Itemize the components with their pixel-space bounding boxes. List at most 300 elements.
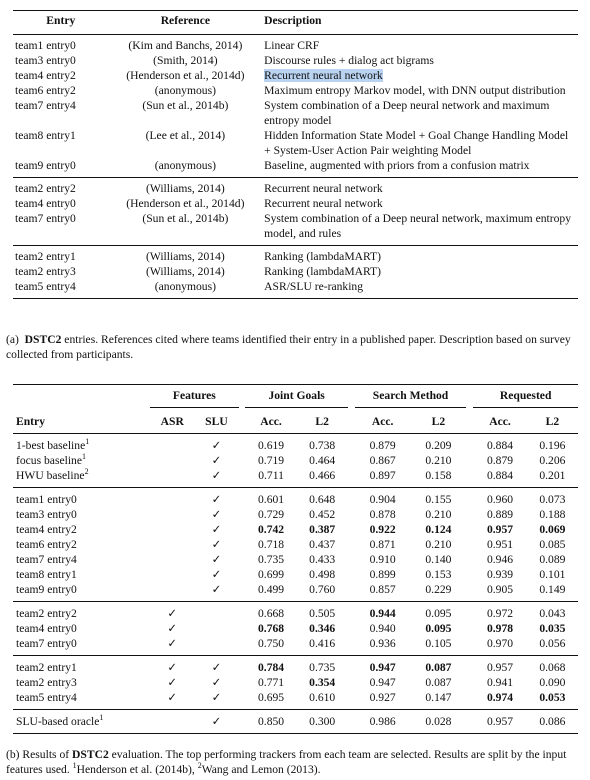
search-method-acc-cell: 0.899 <box>369 568 396 581</box>
reference-cell: (Williams, 2014) <box>145 265 225 278</box>
joint-goals-acc-cell: 0.850 <box>258 715 285 728</box>
table-row <box>13 522 578 537</box>
slu-cell <box>194 636 238 656</box>
search-method-l2-cell: 0.028 <box>425 715 452 728</box>
entry-name: team2 entry1 <box>16 661 77 674</box>
requested-acc-cell: 0.960 <box>486 493 514 506</box>
caption-b-ref1: Henderson et al. (2014b), <box>76 763 198 776</box>
search-method-l2-cell: 0.209 <box>425 439 452 452</box>
description-text: Baseline, augmented with priors from a confusion matrix <box>264 159 530 172</box>
description-text: System combination of a Deep neural network and maximum entropy model <box>264 99 550 127</box>
requested-l2-cell: 0.073 <box>539 493 566 506</box>
group-header-requested: Requested <box>473 385 578 408</box>
requested-acc-cell: 0.972 <box>486 607 514 620</box>
entry-footnote: 1 <box>99 713 104 723</box>
search-method-l2-cell: 0.155 <box>425 493 452 506</box>
requested-acc-cell: 0.884 <box>486 439 514 452</box>
joint-goals-acc-cell: 0.695 <box>258 691 285 704</box>
asr-cell <box>150 522 194 537</box>
column-header-description: Description <box>264 14 322 27</box>
description-cell <box>262 264 578 279</box>
joint-goals-l2-cell: 0.300 <box>309 715 336 728</box>
requested-l2-cell: 0.089 <box>539 553 566 566</box>
description-cell <box>262 246 578 265</box>
entry-name: team4 entry2 <box>16 523 77 536</box>
table-row <box>13 602 578 622</box>
column-header-entry: Entry <box>46 14 76 27</box>
joint-goals-acc-cell: 0.711 <box>258 469 284 482</box>
check-icon: ✓ <box>211 469 222 482</box>
reference-cell: (anonymous) <box>154 159 216 172</box>
entry-name: team7 entry0 <box>16 637 77 650</box>
slu-cell <box>194 690 238 710</box>
check-icon: ✓ <box>211 676 222 689</box>
requested-acc-cell: 0.974 <box>486 691 514 704</box>
description-cell <box>262 158 578 178</box>
caption-a-bold: DSTC2 <box>24 333 62 346</box>
description-cell <box>262 68 578 83</box>
entry-cell: team6 entry2 <box>15 84 76 97</box>
search-method-acc-cell: 0.936 <box>369 637 396 650</box>
slu-cell <box>194 537 238 552</box>
requested-acc-cell: 0.957 <box>486 523 514 536</box>
search-method-acc-cell: 0.986 <box>369 715 396 728</box>
table-row <box>13 636 578 656</box>
search-method-l2-cell: 0.095 <box>425 607 452 620</box>
entry-name: team3 entry0 <box>16 508 77 521</box>
requested-l2-cell: 0.196 <box>539 439 566 452</box>
asr-cell <box>150 675 194 690</box>
table-row <box>13 488 578 508</box>
entry-cell <box>13 636 150 656</box>
table-row <box>13 552 578 567</box>
requested-acc-cell: 0.941 <box>486 676 514 689</box>
table-row <box>13 690 578 710</box>
slu-cell <box>194 488 238 508</box>
entry-name: team1 entry0 <box>16 493 77 506</box>
reference-cell: (Henderson et al., 2014d) <box>126 69 245 82</box>
description-cell <box>262 53 578 68</box>
search-method-l2-cell: 0.095 <box>425 622 452 635</box>
caption-b-ref2: Wang and Lemon (2013). <box>201 763 321 776</box>
search-method-acc-cell: 0.857 <box>369 583 396 596</box>
description-text: Recurrent neural network <box>264 69 383 82</box>
reference-cell: (Smith, 2014) <box>153 54 218 67</box>
entry-name: focus baseline <box>16 454 82 467</box>
description-text: Maximum entropy Markov model, with DNN output distribution <box>264 84 566 97</box>
requested-l2-cell: 0.086 <box>539 715 566 728</box>
entry-name: HWU baseline <box>16 469 85 482</box>
slu-cell <box>194 675 238 690</box>
group-header-joint-goals: Joint Goals <box>245 385 347 408</box>
entry-cell <box>13 522 150 537</box>
entry-name: team2 entry3 <box>16 676 77 689</box>
search-method-l2-cell: 0.124 <box>425 523 452 536</box>
reference-cell: (Henderson et al., 2014d) <box>126 197 245 210</box>
entry-name: team8 entry1 <box>16 568 77 581</box>
search-method-l2-cell: 0.158 <box>425 469 452 482</box>
entry-cell <box>13 656 150 676</box>
table-row <box>13 567 578 582</box>
asr-cell <box>150 621 194 636</box>
search-method-l2-cell: 0.105 <box>425 637 452 650</box>
entries-table <box>13 10 578 299</box>
check-icon: ✓ <box>167 661 178 674</box>
column-header-asr: ASR <box>160 415 184 428</box>
asr-cell <box>150 434 194 454</box>
joint-goals-l2-cell: 0.416 <box>309 637 336 650</box>
requested-acc-cell: 0.939 <box>486 568 514 581</box>
joint-goals-acc-cell: 0.771 <box>258 676 285 689</box>
search-method-acc-cell: 0.910 <box>369 553 396 566</box>
entry-cell <box>13 488 150 508</box>
check-icon: ✓ <box>211 715 222 728</box>
slu-cell <box>194 522 238 537</box>
reference-cell: (Williams, 2014) <box>145 182 225 195</box>
joint-goals-acc-cell: 0.735 <box>258 553 285 566</box>
requested-l2-cell: 0.068 <box>539 661 566 674</box>
description-cell <box>262 211 578 246</box>
search-method-l2-cell: 0.210 <box>425 508 452 521</box>
entry-name: SLU-based oracle <box>16 715 100 728</box>
entry-name: team2 entry2 <box>16 607 77 620</box>
check-icon: ✓ <box>211 568 222 581</box>
search-method-acc-cell: 0.947 <box>369 661 396 674</box>
slu-cell <box>194 582 238 602</box>
asr-cell <box>150 507 194 522</box>
joint-goals-l2-cell: 0.466 <box>309 469 336 482</box>
asr-cell <box>150 453 194 468</box>
joint-goals-acc-cell: 0.750 <box>258 637 285 650</box>
reference-cell: (Sun et al., 2014b) <box>142 99 229 112</box>
entry-cell <box>13 675 150 690</box>
entry-footnote: 1 <box>85 437 90 447</box>
entry-name: team4 entry0 <box>16 622 77 635</box>
requested-acc-cell: 0.879 <box>486 454 514 467</box>
entry-cell <box>13 582 150 602</box>
entry-name: team7 entry4 <box>16 553 77 566</box>
table-row <box>13 211 578 246</box>
requested-acc-cell: 0.946 <box>486 553 514 566</box>
column-header-slu: SLU <box>205 415 228 428</box>
description-text: Recurrent neural network <box>264 197 383 210</box>
joint-goals-l2-cell: 0.648 <box>309 493 336 506</box>
slu-cell <box>194 710 238 734</box>
caption-b-prefix: (b) Results of <box>6 748 70 761</box>
asr-cell <box>150 656 194 676</box>
requested-l2-cell: 0.085 <box>539 538 566 551</box>
search-method-l2-cell: 0.087 <box>425 661 452 674</box>
entry-cell: team4 entry0 <box>15 197 76 210</box>
table-row <box>13 53 578 68</box>
column-header-joint-acc: Acc. <box>260 415 282 428</box>
slu-cell <box>194 621 238 636</box>
reference-cell: (Kim and Banchs, 2014) <box>128 39 243 52</box>
joint-goals-l2-cell: 0.498 <box>309 568 336 581</box>
entry-cell <box>13 621 150 636</box>
slu-cell <box>194 434 238 454</box>
column-header-entry-b: Entry <box>16 414 45 428</box>
entries-table-body <box>13 35 578 299</box>
joint-goals-acc-cell: 0.668 <box>258 607 285 620</box>
search-method-acc-cell: 0.947 <box>369 676 396 689</box>
joint-goals-acc-cell: 0.768 <box>258 622 285 635</box>
joint-goals-l2-cell: 0.387 <box>309 523 336 536</box>
table-row <box>13 582 578 602</box>
table-row <box>13 35 578 54</box>
table-row <box>13 158 578 178</box>
entry-name: team6 entry2 <box>16 538 77 551</box>
table-row <box>13 98 578 128</box>
entry-cell: team2 entry1 <box>15 250 76 263</box>
joint-goals-l2-cell: 0.738 <box>309 439 336 452</box>
slu-cell <box>194 507 238 522</box>
description-text: Recurrent neural network <box>264 182 383 195</box>
description-text: Hidden Information State Model + Goal Change Handling Model + System-User Action Pair weighting Model <box>264 129 569 157</box>
requested-acc-cell: 0.957 <box>486 715 514 728</box>
slu-cell <box>194 567 238 582</box>
search-method-acc-cell: 0.940 <box>369 622 396 635</box>
search-method-l2-cell: 0.153 <box>425 568 452 581</box>
check-icon: ✓ <box>211 661 222 674</box>
description-cell <box>262 128 578 158</box>
joint-goals-acc-cell: 0.699 <box>258 568 285 581</box>
entry-cell <box>13 602 150 622</box>
reference-cell: (Lee et al., 2014) <box>145 129 226 142</box>
search-method-acc-cell: 0.897 <box>369 469 396 482</box>
entry-cell <box>13 537 150 552</box>
requested-l2-cell: 0.069 <box>539 523 566 536</box>
requested-acc-cell: 0.978 <box>486 622 514 635</box>
joint-goals-l2-cell: 0.452 <box>309 508 336 521</box>
table-row <box>13 128 578 158</box>
description-text: Discourse rules + dialog act bigrams <box>264 54 434 67</box>
requested-l2-cell: 0.206 <box>539 454 566 467</box>
slu-cell <box>194 602 238 622</box>
search-method-acc-cell: 0.871 <box>369 538 396 551</box>
slu-cell <box>194 468 238 488</box>
entry-cell: team5 entry4 <box>15 280 76 293</box>
requested-l2-cell: 0.201 <box>539 469 566 482</box>
caption-b-ref2-sup: 2 <box>197 761 202 771</box>
entry-cell: team2 entry3 <box>15 265 76 278</box>
results-table <box>13 384 578 734</box>
table-row <box>13 68 578 83</box>
search-method-l2-cell: 0.147 <box>425 691 452 704</box>
caption-a-text: entries. References cited where teams identified their entry in a published paper. Description based on survey collected from participants. <box>6 333 571 361</box>
check-icon: ✓ <box>211 523 222 536</box>
check-icon: ✓ <box>211 493 222 506</box>
caption-a <box>6 332 584 362</box>
requested-l2-cell: 0.090 <box>539 676 566 689</box>
search-method-acc-cell: 0.944 <box>369 607 396 620</box>
slu-cell <box>194 453 238 468</box>
search-method-acc-cell: 0.879 <box>369 439 396 452</box>
requested-l2-cell: 0.035 <box>539 622 566 635</box>
table-row <box>13 196 578 211</box>
joint-goals-acc-cell: 0.784 <box>258 661 285 674</box>
joint-goals-acc-cell: 0.729 <box>258 508 285 521</box>
check-icon: ✓ <box>167 607 178 620</box>
entry-cell: team3 entry0 <box>15 54 76 67</box>
table-row <box>13 246 578 265</box>
table-row <box>13 468 578 488</box>
caption-b <box>6 747 584 777</box>
table-row <box>13 675 578 690</box>
check-icon: ✓ <box>211 439 222 452</box>
table-row <box>13 710 578 734</box>
results-table-body <box>13 434 578 734</box>
requested-l2-cell: 0.101 <box>539 568 566 581</box>
description-cell <box>262 178 578 197</box>
reference-cell: (anonymous) <box>154 84 216 97</box>
table-row <box>13 621 578 636</box>
search-method-acc-cell: 0.878 <box>369 508 396 521</box>
caption-b-text: evaluation. The top performing trackers from each team are selected. Results are split by the input features used. <box>6 748 567 776</box>
entry-footnote: 2 <box>84 467 89 477</box>
asr-cell <box>150 582 194 602</box>
description-cell <box>262 98 578 128</box>
search-method-l2-cell: 0.210 <box>425 454 452 467</box>
entry-cell: team4 entry2 <box>15 69 76 82</box>
check-icon: ✓ <box>211 454 222 467</box>
description-cell <box>262 279 578 299</box>
column-header-search-l2: L2 <box>431 415 446 428</box>
entry-footnote: 1 <box>82 452 86 462</box>
joint-goals-l2-cell: 0.735 <box>309 661 336 674</box>
requested-acc-cell: 0.957 <box>486 661 514 674</box>
search-method-l2-cell: 0.087 <box>425 676 452 689</box>
description-cell <box>262 83 578 98</box>
description-text: Ranking (lambdaMART) <box>264 265 381 278</box>
description-text: Linear CRF <box>264 39 320 52</box>
joint-goals-l2-cell: 0.433 <box>309 553 336 566</box>
check-icon: ✓ <box>211 583 222 596</box>
joint-goals-l2-cell: 0.346 <box>309 622 336 635</box>
requested-l2-cell: 0.043 <box>539 607 566 620</box>
asr-cell <box>150 468 194 488</box>
check-icon: ✓ <box>167 691 178 704</box>
table-row <box>13 83 578 98</box>
table-row <box>13 656 578 676</box>
caption-b-ref1-sup: 1 <box>72 761 77 771</box>
asr-cell <box>150 690 194 710</box>
reference-cell: (Williams, 2014) <box>145 250 225 263</box>
joint-goals-l2-cell: 0.464 <box>309 454 336 467</box>
entry-cell <box>13 552 150 567</box>
table-row <box>13 434 578 454</box>
column-header-requested-acc: Acc. <box>489 415 511 428</box>
asr-cell <box>150 567 194 582</box>
entry-cell <box>13 567 150 582</box>
joint-goals-acc-cell: 0.601 <box>258 493 285 506</box>
check-icon: ✓ <box>211 538 222 551</box>
check-icon: ✓ <box>167 637 178 650</box>
entry-name: team5 entry4 <box>16 691 77 704</box>
entry-cell <box>13 434 150 454</box>
joint-goals-acc-cell: 0.499 <box>258 583 285 596</box>
search-method-l2-cell: 0.229 <box>425 583 452 596</box>
check-icon: ✓ <box>211 553 222 566</box>
entry-cell: team7 entry4 <box>15 99 76 112</box>
description-text: Ranking (lambdaMART) <box>264 250 381 263</box>
column-header-search-acc: Acc. <box>371 415 394 428</box>
requested-l2-cell: 0.188 <box>539 508 566 521</box>
entry-cell: team8 entry1 <box>15 129 76 142</box>
table-row <box>13 264 578 279</box>
table-row <box>13 507 578 522</box>
group-header-features: Features <box>150 385 238 408</box>
table-row <box>13 537 578 552</box>
search-method-l2-cell: 0.140 <box>425 553 452 566</box>
entry-name: 1-best baseline <box>16 439 86 452</box>
joint-goals-l2-cell: 0.354 <box>309 676 336 689</box>
requested-acc-cell: 0.889 <box>486 508 514 521</box>
entry-cell <box>13 453 150 468</box>
description-text: ASR/SLU re-ranking <box>264 280 364 293</box>
search-method-acc-cell: 0.867 <box>369 454 396 467</box>
reference-cell: (Sun et al., 2014b) <box>142 212 229 225</box>
asr-cell <box>150 552 194 567</box>
joint-goals-acc-cell: 0.719 <box>258 454 285 467</box>
entry-cell <box>13 690 150 710</box>
requested-acc-cell: 0.884 <box>486 469 514 482</box>
table-row <box>13 279 578 299</box>
column-header-reference: Reference <box>160 14 211 27</box>
joint-goals-acc-cell: 0.619 <box>258 439 285 452</box>
check-icon: ✓ <box>167 622 178 635</box>
entry-cell <box>13 468 150 488</box>
slu-cell <box>194 656 238 676</box>
column-header-requested-l2: L2 <box>545 415 560 428</box>
check-icon: ✓ <box>211 508 222 521</box>
search-method-acc-cell: 0.927 <box>369 691 396 704</box>
asr-cell <box>150 602 194 622</box>
requested-l2-cell: 0.056 <box>539 637 566 650</box>
group-header-search-method: Search Method <box>355 385 467 408</box>
reference-cell: (anonymous) <box>154 280 216 293</box>
joint-goals-l2-cell: 0.610 <box>309 691 336 704</box>
description-cell <box>262 35 578 54</box>
requested-acc-cell: 0.951 <box>486 538 514 551</box>
asr-cell <box>150 488 194 508</box>
table-row <box>13 453 578 468</box>
joint-goals-l2-cell: 0.437 <box>309 538 336 551</box>
joint-goals-acc-cell: 0.742 <box>258 523 285 536</box>
table-row <box>13 178 578 197</box>
asr-cell <box>150 636 194 656</box>
entry-cell <box>13 507 150 522</box>
joint-goals-l2-cell: 0.760 <box>309 583 336 596</box>
entry-name: team9 entry0 <box>16 583 77 596</box>
search-method-acc-cell: 0.904 <box>369 493 396 506</box>
requested-l2-cell: 0.149 <box>539 583 566 596</box>
search-method-l2-cell: 0.210 <box>425 538 452 551</box>
joint-goals-l2-cell: 0.505 <box>309 607 336 620</box>
caption-a-prefix: (a) <box>6 333 19 346</box>
check-icon: ✓ <box>211 691 222 704</box>
entry-cell: team9 entry0 <box>15 159 76 172</box>
check-icon: ✓ <box>167 676 178 689</box>
column-header-joint-l2: L2 <box>315 415 329 428</box>
requested-acc-cell: 0.905 <box>486 583 514 596</box>
entry-cell: team1 entry0 <box>15 39 76 52</box>
description-cell <box>262 196 578 211</box>
asr-cell <box>150 710 194 734</box>
caption-b-bold: DSTC2 <box>72 748 109 761</box>
entry-cell <box>13 710 150 734</box>
description-text: System combination of a Deep neural network, maximum entropy model, and rules <box>264 212 571 240</box>
